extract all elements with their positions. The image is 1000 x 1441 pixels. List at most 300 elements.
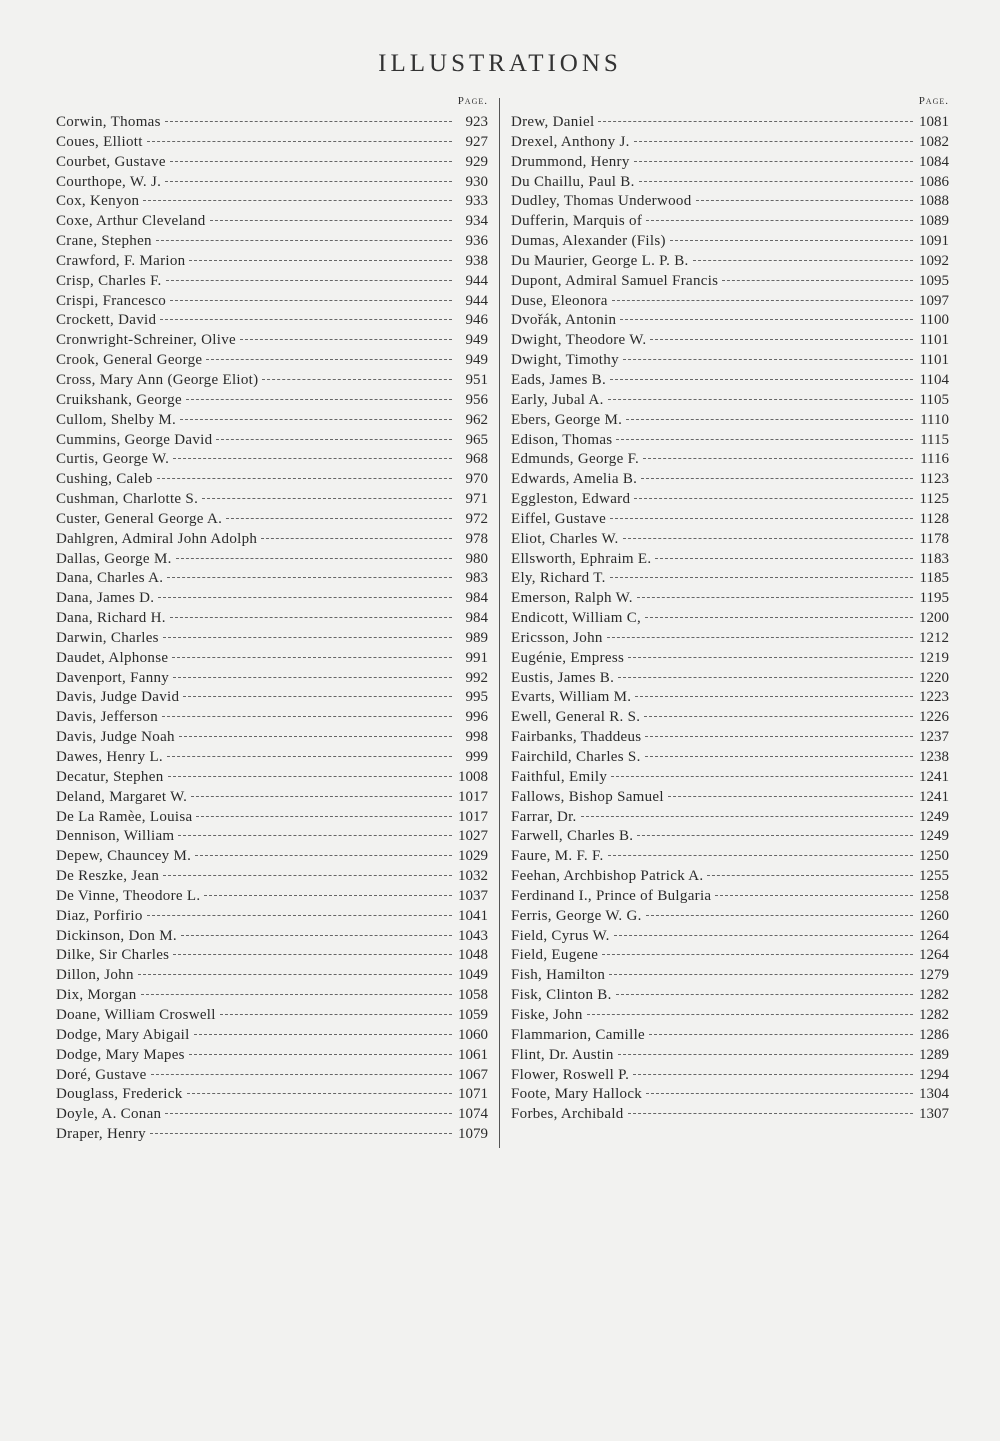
- entry-page-number: 1061: [458, 1046, 488, 1063]
- entry-name: Eliot, Charles W.: [511, 530, 619, 547]
- dot-leader: [165, 121, 452, 122]
- entry-name: Cross, Mary Ann (George Eliot): [56, 371, 259, 388]
- entry-page-number: 1255: [919, 868, 949, 885]
- index-entry: [511, 431, 949, 451]
- dot-leader: [156, 240, 452, 241]
- entry-page-number: 1249: [919, 808, 949, 825]
- index-entry: [56, 609, 488, 629]
- dot-leader: [206, 359, 452, 360]
- dot-leader: [173, 458, 452, 459]
- entry-page-number: 1037: [458, 887, 488, 904]
- entry-page-number: 1086: [919, 173, 949, 190]
- entry-name: Emerson, Ralph W.: [511, 590, 633, 607]
- entry-name: Field, Eugene: [511, 947, 599, 964]
- index-entry: [56, 550, 488, 570]
- entry-name: Edison, Thomas: [511, 431, 613, 448]
- entry-name: Crane, Stephen: [56, 233, 152, 250]
- entry-page-number: 1289: [919, 1046, 949, 1063]
- entry-page-number: 930: [465, 173, 488, 190]
- index-entry: [56, 391, 488, 411]
- index-entry: [56, 708, 488, 728]
- entry-name: Cushman, Charlotte S.: [56, 491, 199, 508]
- entry-name: Ely, Richard T.: [511, 570, 606, 587]
- entry-name: Dupont, Admiral Samuel Francis: [511, 272, 719, 289]
- entry-page-number: 1264: [919, 947, 949, 964]
- entry-page-number: 1074: [458, 1106, 488, 1123]
- dot-leader: [610, 379, 913, 380]
- dot-leader: [194, 1034, 452, 1035]
- entry-page-number: 1241: [919, 768, 949, 785]
- entry-page-number: 1017: [458, 788, 488, 805]
- dot-leader: [650, 339, 913, 340]
- dot-leader: [195, 855, 452, 856]
- entry-page-number: 992: [465, 669, 488, 686]
- index-entry: [56, 351, 488, 371]
- index-entry: [56, 847, 488, 867]
- entry-page-number: 1081: [919, 114, 949, 130]
- index-entry: [511, 1026, 949, 1046]
- entry-page-number: 1017: [458, 808, 488, 825]
- index-entry: [56, 629, 488, 649]
- dot-leader: [170, 617, 452, 618]
- index-entry: [56, 966, 488, 986]
- index-entry: [511, 927, 949, 947]
- entry-name: Cullom, Shelby M.: [56, 411, 177, 428]
- entry-page-number: 1260: [919, 907, 949, 924]
- index-entry: [511, 331, 949, 351]
- entry-page-number: 1088: [919, 193, 949, 210]
- entry-page-number: 1178: [919, 530, 949, 547]
- dot-leader: [634, 141, 913, 142]
- column-divider: [499, 98, 500, 1148]
- dot-leader: [262, 379, 452, 380]
- entry-name: Evarts, William M.: [511, 689, 632, 706]
- dot-leader: [637, 597, 913, 598]
- entry-name: Dodge, Mary Abigail: [56, 1026, 190, 1043]
- index-entry: [511, 629, 949, 649]
- index-entry: [56, 688, 488, 708]
- dot-leader: [183, 696, 452, 697]
- right-entry-list: [511, 113, 949, 1125]
- index-entry: [511, 1066, 949, 1086]
- dot-leader: [623, 359, 913, 360]
- entry-page-number: 1282: [919, 1006, 949, 1023]
- dot-leader: [178, 835, 452, 836]
- entry-page-number: 1307: [919, 1106, 949, 1123]
- index-entry: [511, 153, 949, 173]
- entry-name: Davis, Judge David: [56, 689, 180, 706]
- dot-leader: [186, 399, 452, 400]
- index-entry: [56, 887, 488, 907]
- entry-page-number: 972: [465, 510, 488, 527]
- dot-leader: [645, 736, 913, 737]
- entry-name: Ferris, George W. G.: [511, 907, 642, 924]
- dot-leader: [191, 796, 452, 797]
- entry-name: Faure, M. F. F.: [511, 848, 604, 865]
- entry-name: Dix, Morgan: [56, 987, 137, 1004]
- entry-page-number: 1116: [920, 451, 949, 468]
- entry-page-number: 1286: [919, 1026, 949, 1043]
- index-entry: [511, 669, 949, 689]
- entry-name: Du Maurier, George L. P. B.: [511, 252, 689, 269]
- entry-page-number: 1067: [458, 1066, 488, 1083]
- dot-leader: [170, 161, 452, 162]
- dot-leader: [608, 855, 913, 856]
- entry-page-number: 1282: [919, 987, 949, 1004]
- entry-page-number: 970: [465, 471, 488, 488]
- entry-page-number: 949: [465, 352, 488, 369]
- dot-leader: [612, 300, 913, 301]
- index-entry: [511, 212, 949, 232]
- page-title: ILLUSTRATIONS: [378, 50, 622, 77]
- index-entry: [56, 192, 488, 212]
- entry-page-number: 996: [465, 709, 488, 726]
- entry-page-number: 1226: [919, 709, 949, 726]
- index-entry: [56, 927, 488, 947]
- entry-page-number: 1238: [919, 749, 949, 765]
- dot-leader: [644, 716, 913, 717]
- entry-page-number: 998: [465, 729, 488, 746]
- entry-name: Davis, Jefferson: [56, 709, 158, 726]
- index-entry: [511, 808, 949, 828]
- dot-leader: [668, 796, 913, 797]
- entry-page-number: 944: [465, 272, 488, 289]
- dot-leader: [163, 875, 452, 876]
- entry-name: Daudet, Alphonse: [56, 649, 169, 666]
- dot-leader: [634, 498, 913, 499]
- entry-name: Crisp, Charles F.: [56, 272, 162, 289]
- dot-leader: [609, 974, 913, 975]
- index-entry: [511, 1105, 949, 1125]
- right-column: [511, 95, 949, 1125]
- index-entry: [511, 649, 949, 669]
- index-entry: [56, 292, 488, 312]
- dot-leader: [646, 915, 913, 916]
- index-entry: [511, 887, 949, 907]
- entry-name: Darwin, Charles: [56, 629, 159, 646]
- dot-leader: [618, 677, 913, 678]
- entry-name: Du Chaillu, Paul B.: [511, 173, 635, 190]
- entry-name: Farwell, Charles B.: [511, 828, 634, 845]
- entry-name: Feehan, Archbishop Patrick A.: [511, 868, 704, 885]
- entry-name: Corwin, Thomas: [56, 114, 161, 130]
- entry-name: Coues, Elliott: [56, 133, 143, 150]
- dot-leader: [204, 895, 452, 896]
- entry-name: Doane, William Croswell: [56, 1006, 216, 1023]
- index-entry: [56, 411, 488, 431]
- index-entry: [56, 788, 488, 808]
- entry-page-number: 1294: [919, 1066, 949, 1083]
- entry-name: Dwight, Theodore W.: [511, 332, 647, 349]
- entry-page-number: 956: [465, 391, 488, 408]
- entry-page-number: 1101: [919, 352, 949, 369]
- entry-name: Ebers, George M.: [511, 411, 623, 428]
- dot-leader: [634, 161, 913, 162]
- entry-page-number: 1082: [919, 133, 949, 150]
- entry-page-number: 1219: [919, 649, 949, 666]
- index-entry: [56, 113, 488, 133]
- index-entry: [56, 907, 488, 927]
- entry-name: Dana, Charles A.: [56, 570, 164, 587]
- index-entry: [56, 470, 488, 490]
- entry-name: Foote, Mary Hallock: [511, 1086, 643, 1103]
- entry-name: Dillon, John: [56, 967, 134, 984]
- entry-page-number: 1304: [919, 1086, 949, 1103]
- index-entry: [56, 569, 488, 589]
- index-entry: [511, 966, 949, 986]
- entry-name: Cushing, Caleb: [56, 471, 153, 488]
- entry-page-number: 1220: [919, 669, 949, 686]
- index-entry: [511, 232, 949, 252]
- entry-page-number: 929: [465, 153, 488, 170]
- entry-page-number: 1115: [920, 431, 949, 448]
- entry-page-number: 1041: [458, 907, 488, 924]
- dot-leader: [172, 657, 452, 658]
- dot-leader: [176, 558, 452, 559]
- entry-name: Custer, General George A.: [56, 510, 223, 527]
- dot-leader: [633, 1074, 913, 1075]
- entry-name: Eugénie, Empress: [511, 649, 625, 666]
- entry-page-number: 1058: [458, 987, 488, 1004]
- dot-leader: [165, 181, 452, 182]
- dot-leader: [715, 895, 913, 896]
- entry-name: Courbet, Gustave: [56, 153, 166, 170]
- entry-page-number: 1027: [458, 828, 488, 845]
- page-column-heading-right: Page.: [918, 95, 949, 107]
- entry-page-number: 1084: [919, 153, 949, 170]
- dot-leader: [626, 419, 913, 420]
- dot-leader: [226, 518, 452, 519]
- entry-name: Dawes, Henry L.: [56, 749, 163, 765]
- dot-leader: [167, 577, 452, 578]
- entry-page-number: 995: [465, 689, 488, 706]
- entry-page-number: 927: [465, 133, 488, 150]
- page-column-heading-left: Page.: [457, 95, 488, 107]
- index-entry: [56, 490, 488, 510]
- entry-page-number: 1092: [919, 252, 949, 269]
- entry-page-number: 1043: [458, 927, 488, 944]
- dot-leader: [181, 935, 452, 936]
- index-entry: [511, 371, 949, 391]
- dot-leader: [649, 1034, 913, 1035]
- entry-name: Coxe, Arthur Cleveland: [56, 213, 206, 230]
- entry-name: Deland, Margaret W.: [56, 788, 188, 805]
- dot-leader: [157, 478, 452, 479]
- dot-leader: [160, 319, 452, 320]
- entry-page-number: 1241: [919, 788, 949, 805]
- entry-page-number: 1097: [919, 292, 949, 309]
- entry-name: Fairchild, Charles S.: [511, 749, 641, 765]
- entry-page-number: 1060: [458, 1026, 488, 1043]
- entry-name: Diaz, Porfirio: [56, 907, 143, 924]
- dot-leader: [646, 1093, 913, 1094]
- entry-name: Dana, Richard H.: [56, 610, 166, 627]
- entry-page-number: 968: [465, 451, 488, 468]
- entry-page-number: 1049: [458, 967, 488, 984]
- dot-leader: [707, 875, 913, 876]
- entry-page-number: 1091: [919, 233, 949, 250]
- entry-name: Ericsson, John: [511, 629, 603, 646]
- index-entry: [511, 272, 949, 292]
- index-entry: [511, 867, 949, 887]
- entry-name: Crispi, Francesco: [56, 292, 167, 309]
- index-entry: [56, 1006, 488, 1026]
- dot-leader: [628, 657, 913, 658]
- entry-page-number: 1105: [919, 391, 949, 408]
- dot-leader: [618, 1054, 913, 1055]
- dot-leader: [173, 677, 452, 678]
- entry-page-number: 989: [465, 629, 488, 646]
- dot-leader: [240, 339, 452, 340]
- dot-leader: [645, 617, 913, 618]
- entry-page-number: 962: [465, 411, 488, 428]
- dot-leader: [602, 954, 913, 955]
- index-entry: [56, 827, 488, 847]
- dot-leader: [693, 260, 913, 261]
- dot-leader: [261, 538, 452, 539]
- entry-name: Dahlgren, Admiral John Adolph: [56, 530, 258, 547]
- dot-leader: [220, 1014, 452, 1015]
- dot-leader: [607, 637, 913, 638]
- entry-name: Eggleston, Edward: [511, 491, 631, 508]
- entry-page-number: 1249: [919, 828, 949, 845]
- entry-name: Dilke, Sir Charles: [56, 947, 170, 964]
- index-entry: [511, 946, 949, 966]
- entry-name: Ewell, General R. S.: [511, 709, 641, 726]
- entry-name: Courthope, W. J.: [56, 173, 162, 190]
- index-entry: [511, 569, 949, 589]
- index-entry: [511, 1006, 949, 1026]
- entry-page-number: 1123: [919, 471, 949, 488]
- index-entry: [511, 589, 949, 609]
- entry-page-number: 1110: [920, 411, 949, 428]
- dot-leader: [616, 439, 913, 440]
- entry-name: Fiske, John: [511, 1006, 583, 1023]
- index-entry: [511, 252, 949, 272]
- index-entry: [511, 311, 949, 331]
- entry-page-number: 1100: [919, 312, 949, 329]
- entry-name: Faithful, Emily: [511, 768, 608, 785]
- dot-leader: [655, 558, 913, 559]
- entry-name: Decatur, Stephen: [56, 768, 164, 785]
- entry-page-number: 1250: [919, 848, 949, 865]
- dot-leader: [620, 319, 913, 320]
- index-entry: [56, 371, 488, 391]
- index-entry: [56, 232, 488, 252]
- index-entry: [56, 431, 488, 451]
- dot-leader: [616, 994, 913, 995]
- index-entry: [511, 470, 949, 490]
- dot-leader: [210, 220, 453, 221]
- entry-name: Field, Cyrus W.: [511, 927, 610, 944]
- entry-name: Drummond, Henry: [511, 153, 630, 170]
- index-entry: [56, 133, 488, 153]
- entry-name: Fisk, Clinton B.: [511, 987, 612, 1004]
- entry-page-number: 1125: [919, 491, 949, 508]
- entry-page-number: 984: [465, 590, 488, 607]
- index-entry: [511, 550, 949, 570]
- entry-name: Dennison, William: [56, 828, 175, 845]
- entry-page-number: 999: [465, 749, 488, 765]
- dot-leader: [641, 478, 913, 479]
- entry-page-number: 1104: [919, 371, 949, 388]
- index-entry: [511, 1085, 949, 1105]
- entry-page-number: 1128: [919, 510, 949, 527]
- entry-name: Dudley, Thomas Underwood: [511, 193, 692, 210]
- dot-leader: [202, 498, 452, 499]
- entry-name: Flint, Dr. Austin: [511, 1046, 614, 1063]
- entry-name: Dvořák, Antonin: [511, 312, 617, 329]
- entry-page-number: 1237: [919, 729, 949, 746]
- entry-name: Curtis, George W.: [56, 451, 170, 468]
- entry-name: Davis, Judge Noah: [56, 729, 175, 746]
- entry-name: Davenport, Fanny: [56, 669, 170, 686]
- entry-page-number: 934: [465, 213, 488, 230]
- index-entry: [511, 748, 949, 768]
- dot-leader: [150, 1133, 452, 1134]
- dot-leader: [646, 220, 913, 221]
- index-entry: [511, 391, 949, 411]
- dot-leader: [196, 816, 452, 817]
- dot-leader: [187, 1093, 452, 1094]
- entry-page-number: 983: [465, 570, 488, 587]
- dot-leader: [581, 816, 913, 817]
- index-entry: [56, 1066, 488, 1086]
- index-entry: [56, 669, 488, 689]
- entry-name: Eads, James B.: [511, 371, 607, 388]
- dot-leader: [166, 280, 452, 281]
- entry-name: Cronwright-Schreiner, Olive: [56, 332, 236, 349]
- index-entry: [56, 153, 488, 173]
- entry-page-number: 936: [465, 233, 488, 250]
- dot-leader: [670, 240, 913, 241]
- entry-name: De Reszke, Jean: [56, 868, 160, 885]
- dot-leader: [637, 835, 913, 836]
- entry-page-number: 1101: [919, 332, 949, 349]
- entry-page-number: 991: [465, 649, 488, 666]
- entry-page-number: 965: [465, 431, 488, 448]
- entry-name: Douglass, Frederick: [56, 1086, 183, 1103]
- dot-leader: [610, 577, 913, 578]
- dot-leader: [189, 1054, 452, 1055]
- dot-leader: [643, 458, 913, 459]
- entry-page-number: 980: [465, 550, 488, 567]
- index-entry: [511, 292, 949, 312]
- entry-page-number: 1183: [919, 550, 949, 567]
- dot-leader: [639, 181, 913, 182]
- index-entry: [56, 331, 488, 351]
- index-entry: [511, 450, 949, 470]
- entry-page-number: 1185: [919, 570, 949, 587]
- entry-name: Farrar, Dr.: [511, 808, 577, 825]
- dot-leader: [170, 300, 452, 301]
- index-entry: [56, 986, 488, 1006]
- entry-page-number: 1032: [458, 868, 488, 885]
- entry-name: Crockett, David: [56, 312, 157, 329]
- entry-name: Dodge, Mary Mapes: [56, 1046, 185, 1063]
- index-entry: [511, 173, 949, 193]
- entry-name: Eustis, James B.: [511, 669, 615, 686]
- entry-name: Dickinson, Don M.: [56, 927, 177, 944]
- dot-leader: [173, 954, 452, 955]
- index-entry: [511, 708, 949, 728]
- dot-leader: [147, 141, 452, 142]
- dot-leader: [611, 776, 913, 777]
- dot-leader: [610, 518, 913, 519]
- index-entry: [511, 192, 949, 212]
- entry-page-number: 971: [465, 491, 488, 508]
- entry-page-number: 1223: [919, 689, 949, 706]
